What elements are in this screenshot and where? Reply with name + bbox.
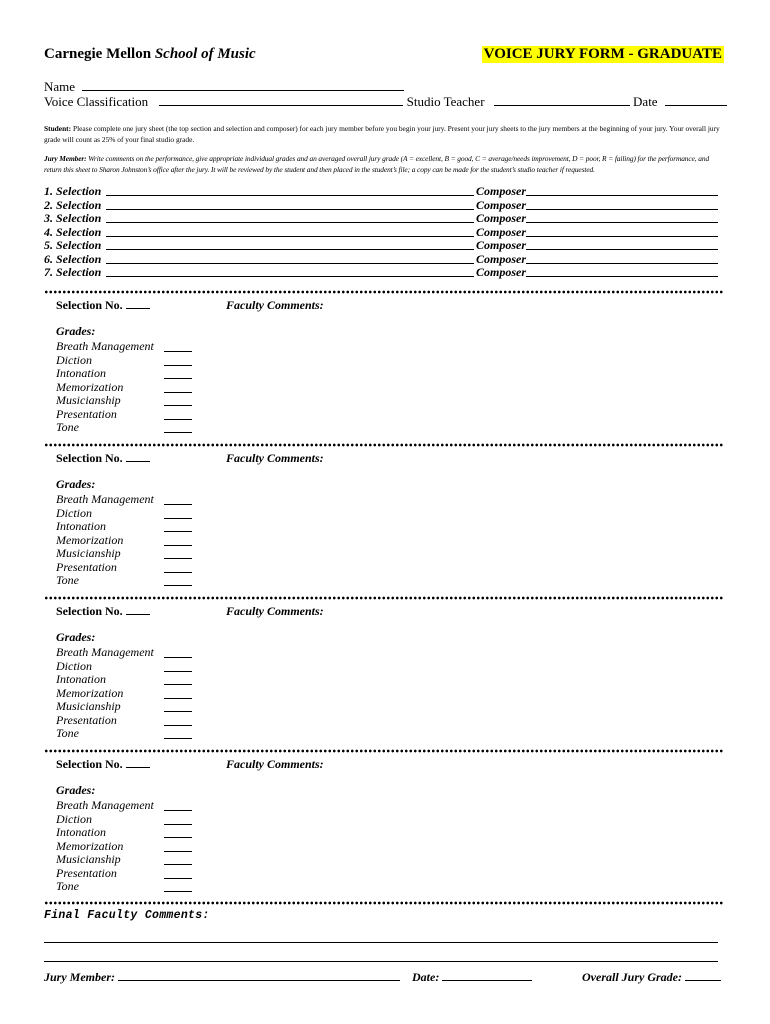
composer-label: Composer bbox=[476, 265, 527, 279]
selection-number-field bbox=[56, 298, 150, 313]
grade-criterion-label: Tone bbox=[56, 573, 79, 587]
composer-label: Composer bbox=[476, 197, 527, 212]
grade-input-line[interactable] bbox=[164, 814, 192, 825]
grade-criterion-label: Breath Management bbox=[56, 492, 154, 506]
grade-input-line[interactable] bbox=[164, 422, 192, 433]
selection-number-label: Selection No. bbox=[56, 298, 123, 312]
jury-instructions-text: Write comments on the performance, give appropriate individual grades and an averaged overall jury grade (A = excellent, B = good, C = average/needs improvement, D = poor, R = failing) for the performance, and return this sheet to Sharon Johnston’s office after the jury. It will be reviewed by the student and then placed in the student’s file; a copy can be made for the student’s studio teacher if requested. bbox=[44, 154, 710, 174]
grade-input-line[interactable] bbox=[164, 728, 192, 739]
grade-input-line[interactable] bbox=[164, 355, 192, 366]
studio-teacher-label: Studio Teacher bbox=[406, 94, 485, 109]
grade-criterion-label: Diction bbox=[56, 505, 92, 520]
selection-row bbox=[44, 225, 724, 239]
final-date-input-line[interactable] bbox=[442, 970, 532, 981]
institution-heading bbox=[44, 46, 256, 63]
student-instructions-text: Please complete one jury sheet (the top section and selection and composer) for each jury member before you begin your jury. Present your jury sheets to the jury members at the beginning of your jury. Your overall jury grade will count as 25% of your final studio grade. bbox=[44, 124, 720, 144]
selection-number-input-line[interactable] bbox=[126, 298, 150, 309]
name-label: Name bbox=[44, 79, 76, 94]
composer-label: Composer bbox=[476, 184, 527, 198]
jury-member-input-line[interactable] bbox=[118, 970, 400, 981]
selection-label: 7. Selection bbox=[44, 265, 102, 279]
grade-criterion-label: Presentation bbox=[56, 406, 117, 421]
composer-label: Composer bbox=[476, 224, 527, 239]
date-label: Date bbox=[633, 94, 658, 109]
grade-criterion-label: Memorization bbox=[56, 379, 124, 394]
grade-criterion-label: Tone bbox=[56, 879, 79, 893]
selection-label: 1. Selection bbox=[44, 184, 102, 198]
grade-criterion-label: Intonation bbox=[56, 672, 106, 686]
selection-input-line[interactable] bbox=[106, 226, 474, 237]
overall-grade-field bbox=[582, 970, 721, 985]
grade-input-line[interactable] bbox=[164, 562, 192, 573]
grade-criterion-label: Intonation bbox=[56, 519, 106, 533]
jury-instructions-label: Jury Member: bbox=[44, 154, 87, 163]
grade-criterion-label: Diction bbox=[56, 658, 92, 673]
grade-input-line[interactable] bbox=[164, 688, 192, 699]
grade-criterion-label: Breath Management bbox=[56, 339, 154, 353]
grade-criterion-label: Memorization bbox=[56, 532, 124, 547]
school-name: School of Music bbox=[154, 46, 256, 62]
selection-number-input-line[interactable] bbox=[126, 604, 150, 615]
selection-label: 3. Selection bbox=[44, 211, 102, 225]
grade-criterion-label: Presentation bbox=[56, 865, 117, 880]
selection-number-input-line[interactable] bbox=[126, 451, 150, 462]
faculty-comments-label: Faculty Comments: bbox=[226, 604, 324, 618]
final-date-field bbox=[412, 970, 532, 985]
grade-criterion-label: Musicianship bbox=[56, 852, 121, 866]
grade-input-line[interactable] bbox=[164, 661, 192, 672]
selection-input-line[interactable] bbox=[106, 185, 474, 196]
grades-label: Grades: bbox=[56, 783, 96, 797]
grade-input-line[interactable] bbox=[164, 341, 192, 352]
grade-input-line[interactable] bbox=[164, 647, 192, 658]
composer-input-line[interactable] bbox=[526, 253, 718, 264]
selection-number-field bbox=[56, 451, 150, 466]
final-comments-line[interactable] bbox=[44, 941, 718, 943]
selection-row bbox=[44, 265, 724, 279]
grade-criterion-label: Breath Management bbox=[56, 645, 154, 659]
grade-input-line[interactable] bbox=[164, 881, 192, 892]
composer-label: Composer bbox=[476, 211, 527, 225]
selection-row bbox=[44, 198, 724, 212]
voice-classification-input-line[interactable] bbox=[159, 93, 403, 106]
selection-row bbox=[44, 184, 724, 198]
institution-name: Carnegie Mellon bbox=[44, 46, 152, 62]
grade-input-line[interactable] bbox=[164, 715, 192, 726]
composer-label: Composer bbox=[476, 251, 527, 266]
grade-input-line[interactable] bbox=[164, 508, 192, 519]
selection-number-label: Selection No. bbox=[56, 451, 123, 465]
selection-number-label: Selection No. bbox=[56, 757, 123, 771]
final-date-label: Date: bbox=[412, 970, 440, 984]
grade-input-line[interactable] bbox=[164, 800, 192, 811]
selection-list bbox=[44, 184, 724, 279]
student-instructions-label: Student: bbox=[44, 124, 72, 133]
grade-criterion-label: Intonation bbox=[56, 366, 106, 380]
dotted-divider bbox=[44, 749, 724, 753]
selection-number-field bbox=[56, 604, 150, 619]
final-comments-line[interactable] bbox=[44, 960, 718, 962]
composer-input-line[interactable] bbox=[526, 199, 718, 210]
overall-grade-input-line[interactable] bbox=[685, 970, 721, 981]
composer-label: Composer bbox=[476, 238, 527, 252]
grade-input-line[interactable] bbox=[164, 535, 192, 546]
student-instructions bbox=[44, 123, 728, 145]
grade-input-line[interactable] bbox=[164, 395, 192, 406]
form-title: VOICE JURY FORM - GRADUATE bbox=[483, 46, 722, 62]
grade-input-line[interactable] bbox=[164, 841, 192, 852]
grade-input-line[interactable] bbox=[164, 575, 192, 586]
faculty-comments-label: Faculty Comments: bbox=[226, 757, 324, 771]
classification-field-row bbox=[44, 93, 727, 110]
grade-criterion-label: Breath Management bbox=[56, 798, 154, 812]
grade-input-line[interactable] bbox=[164, 854, 192, 865]
grade-criterion-label: Musicianship bbox=[56, 546, 121, 560]
grade-criterion-label: Musicianship bbox=[56, 699, 121, 713]
date-input-line[interactable] bbox=[665, 93, 727, 106]
final-comments-title: Final Faculty Comments: bbox=[44, 909, 210, 922]
dotted-divider bbox=[44, 443, 724, 447]
selection-number-field bbox=[56, 757, 150, 772]
grade-input-line[interactable] bbox=[164, 674, 192, 685]
selection-input-line[interactable] bbox=[106, 253, 474, 264]
grade-criterion-label: Tone bbox=[56, 726, 79, 740]
dotted-divider bbox=[44, 596, 724, 600]
grade-input-line[interactable] bbox=[164, 868, 192, 879]
grade-input-line[interactable] bbox=[164, 368, 192, 379]
grade-input-line[interactable] bbox=[164, 548, 192, 559]
composer-input-line[interactable] bbox=[526, 239, 718, 250]
voice-classification-label: Voice Classification bbox=[44, 94, 149, 109]
studio-teacher-input-line[interactable] bbox=[494, 93, 630, 106]
dotted-divider bbox=[44, 901, 724, 905]
grade-input-line[interactable] bbox=[164, 382, 192, 393]
grade-criterion-label: Memorization bbox=[56, 838, 124, 853]
grade-criterion-label: Tone bbox=[56, 420, 79, 434]
grade-input-line[interactable] bbox=[164, 701, 192, 712]
composer-input-line[interactable] bbox=[526, 212, 718, 223]
composer-input-line[interactable] bbox=[526, 185, 718, 196]
grade-input-line[interactable] bbox=[164, 409, 192, 420]
grade-criterion-label: Memorization bbox=[56, 685, 124, 700]
grade-criterion-label: Musicianship bbox=[56, 393, 121, 407]
faculty-comments-label: Faculty Comments: bbox=[226, 451, 324, 465]
selection-label: 2. Selection bbox=[44, 197, 102, 212]
faculty-comments-label: Faculty Comments: bbox=[226, 298, 324, 312]
grades-label: Grades: bbox=[56, 324, 96, 338]
composer-input-line[interactable] bbox=[526, 226, 718, 237]
dotted-divider bbox=[44, 290, 724, 294]
grade-criterion-label: Presentation bbox=[56, 712, 117, 727]
grade-criterion-label: Intonation bbox=[56, 825, 106, 839]
selection-label: 5. Selection bbox=[44, 238, 102, 252]
grade-input-line[interactable] bbox=[164, 494, 192, 505]
grades-label: Grades: bbox=[56, 630, 96, 644]
selection-row bbox=[44, 252, 724, 266]
selection-number-label: Selection No. bbox=[56, 604, 123, 618]
grade-criterion-label: Presentation bbox=[56, 559, 117, 574]
grade-input-line[interactable] bbox=[164, 521, 192, 532]
jury-member-field bbox=[44, 970, 400, 985]
selection-input-line[interactable] bbox=[106, 266, 474, 277]
selection-input-line[interactable] bbox=[106, 239, 474, 250]
grade-criterion-label: Diction bbox=[56, 352, 92, 367]
composer-input-line[interactable] bbox=[526, 266, 718, 277]
grades-label: Grades: bbox=[56, 477, 96, 491]
selection-input-line[interactable] bbox=[106, 199, 474, 210]
selection-number-input-line[interactable] bbox=[126, 757, 150, 768]
selection-row bbox=[44, 211, 724, 225]
selection-label: 6. Selection bbox=[44, 251, 102, 266]
selection-row bbox=[44, 238, 724, 252]
overall-grade-label: Overall Jury Grade: bbox=[582, 970, 682, 984]
jury-instructions bbox=[44, 153, 728, 175]
selection-label: 4. Selection bbox=[44, 224, 102, 239]
grade-input-line[interactable] bbox=[164, 827, 192, 838]
jury-member-label: Jury Member: bbox=[44, 970, 115, 984]
name-input-line[interactable] bbox=[82, 78, 404, 91]
selection-input-line[interactable] bbox=[106, 212, 474, 223]
grade-criterion-label: Diction bbox=[56, 811, 92, 826]
